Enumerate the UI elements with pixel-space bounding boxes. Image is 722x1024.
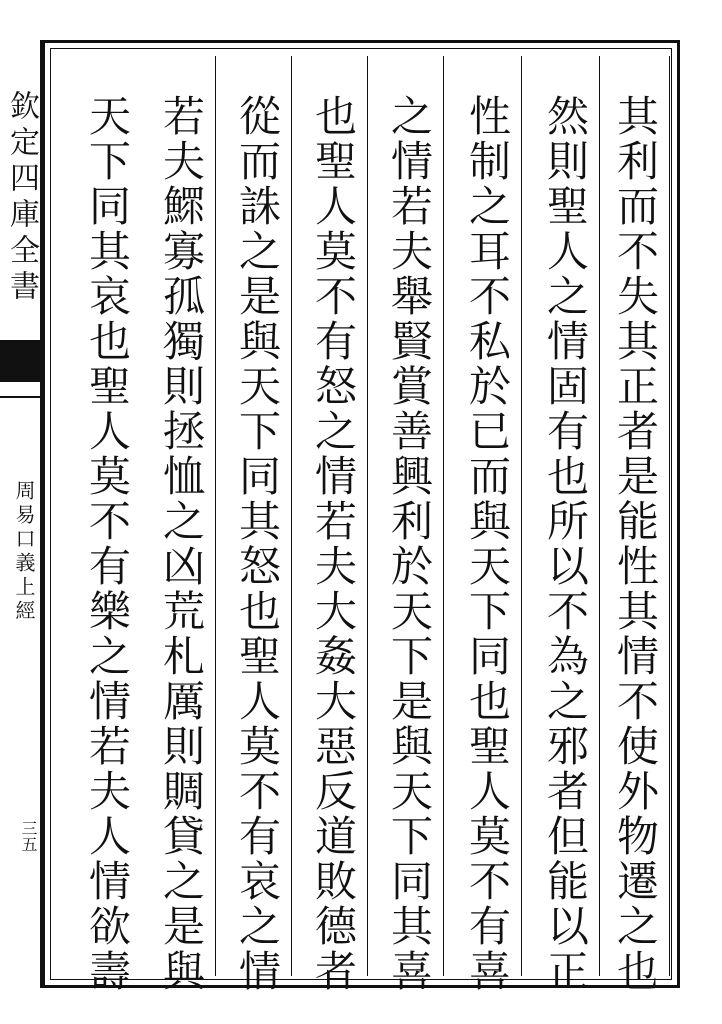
column-text: 天下同其哀也聖人莫不有樂之情若夫人情欲壽 xyxy=(83,94,132,994)
text-column-8 xyxy=(72,56,142,994)
text-column-6 xyxy=(222,56,292,994)
column-text: 也聖人莫不有怒之情若夫大姦大惡反道敗德者 xyxy=(309,94,358,994)
column-text: 從而誅之是與天下同其怒也聖人莫不有哀之情 xyxy=(233,94,282,994)
text-column-2 xyxy=(530,56,600,994)
column-text: 其利而不失其正者是能性其情不使外物遷之也 xyxy=(611,94,660,994)
text-column-7 xyxy=(146,56,216,994)
text-column-1 xyxy=(600,56,670,994)
book-title: 周易口義上經 xyxy=(12,480,36,624)
column-text: 然則聖人之情固有也所以不為之邪者但能以正 xyxy=(541,94,590,994)
text-column-3 xyxy=(452,56,522,994)
page-number: 三五 xyxy=(19,820,38,852)
column-text: 之情若夫舉賢賞善興利於天下是與天下同其喜 xyxy=(385,94,434,994)
page-margin-strip xyxy=(0,40,42,988)
collection-header: 欽定四庫全書 xyxy=(4,90,39,306)
column-text: 性制之耳不私於已而與天下同也聖人莫不有喜 xyxy=(463,94,512,994)
text-column-5 xyxy=(298,56,368,994)
margin-divider xyxy=(0,396,42,398)
text-column-4 xyxy=(374,56,444,994)
fish-tail-mark xyxy=(0,340,42,382)
column-text: 若夫鰥寡孤獨則拯恤之凶荒札厲則賙貸之是與 xyxy=(157,94,206,994)
